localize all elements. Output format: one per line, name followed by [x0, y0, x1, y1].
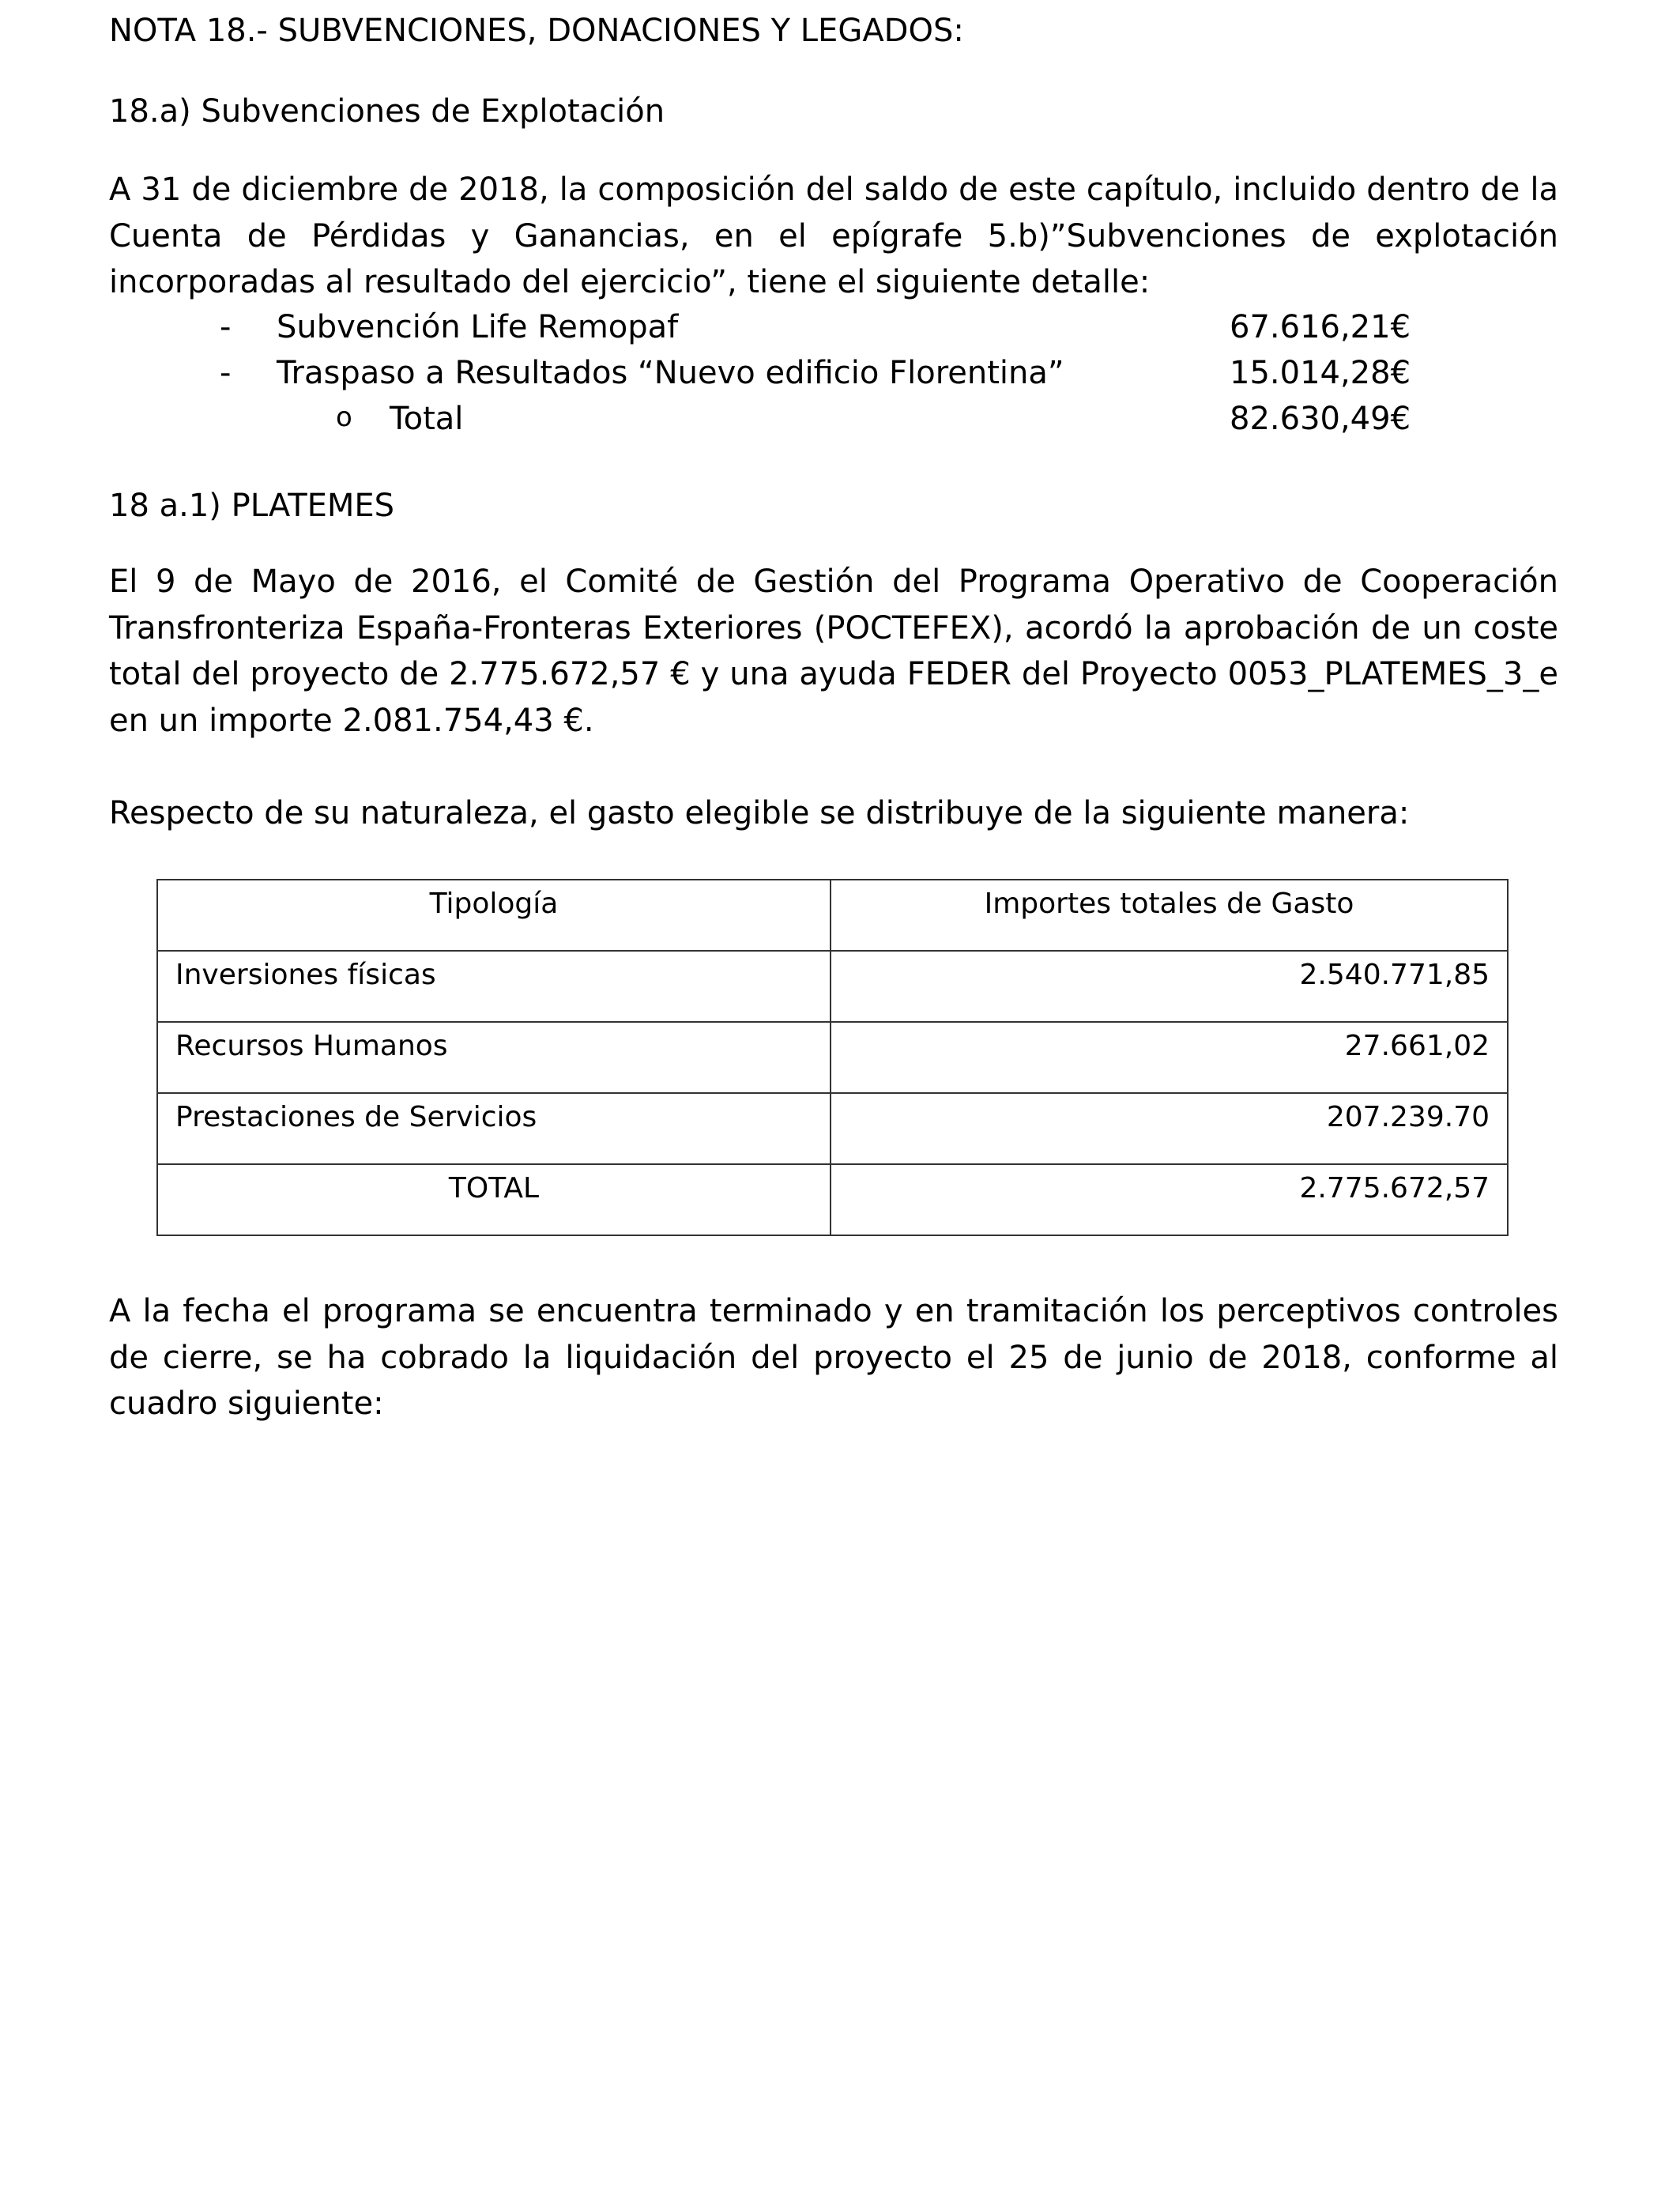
table-row — [157, 1093, 1508, 1164]
table-cell — [831, 1093, 1508, 1164]
header-tipologia: Tipología — [429, 888, 559, 920]
table-cell — [831, 1022, 1508, 1093]
note-title: NOTA 18.- SUBVENCIONES, DONACIONES Y LEGADOS: — [109, 13, 964, 49]
table-row — [157, 951, 1508, 1022]
detail-item-amount: 67.616,21€ — [1230, 309, 1411, 345]
header-importes: Importes totales de Gasto — [984, 888, 1354, 920]
table-header-cell — [831, 880, 1508, 951]
table-cell — [831, 1164, 1508, 1235]
section-a1-paragraph-1: El 9 de Mayo de 2016, el Comité de Gestión del Programa Operativo de Cooperación Transfronteriza España-Fronteras Exteriores (POCTEFEX), acordó la aprobación de un coste total del proyecto de 2.775.672,57 € y una ayuda FEDER del Proyecto 0053_PLATEMES_3_e en un importe 2.081.754,43 €. — [109, 564, 1558, 739]
table-total-row — [157, 1164, 1508, 1235]
dash-bullet: - — [220, 355, 232, 391]
expense-table — [156, 879, 1509, 1236]
table-header-cell — [157, 880, 831, 951]
section-a-heading: 18.a) Subvenciones de Explotación — [109, 93, 665, 130]
row-type: Prestaciones de Servicios — [175, 1101, 537, 1133]
detail-item-amount: 15.014,28€ — [1230, 355, 1411, 391]
table-header-row — [157, 880, 1508, 951]
detail-item-label: Traspaso a Resultados “Nuevo edificio Florentina” — [277, 355, 1064, 391]
total-label: TOTAL — [448, 1172, 540, 1204]
table-row — [157, 1022, 1508, 1093]
row-amount: 27.661,02 — [1344, 1030, 1490, 1062]
table-cell — [157, 1093, 831, 1164]
row-amount: 2.540.771,85 — [1299, 959, 1490, 991]
row-type: Inversiones físicas — [175, 959, 436, 991]
section-a1-heading: 18 a.1) PLATEMES — [109, 488, 395, 524]
row-amount: 207.239.70 — [1326, 1101, 1490, 1133]
detail-total-label: Total — [390, 401, 464, 437]
detail-total-amount: 82.630,49€ — [1230, 401, 1411, 437]
table-cell — [157, 1164, 831, 1235]
circle-bullet: o — [336, 401, 352, 433]
detail-item-label: Subvención Life Remopaf — [277, 309, 679, 345]
section-a-intro: A 31 de diciembre de 2018, la composición del saldo de este capítulo, incluido dentro de la Cuenta de Pérdidas y Ganancias, en el epígrafe 5.b)”Subvenciones de explotación incorporadas al resultado del ejercicio”, tiene el siguiente detalle: — [109, 172, 1558, 300]
table-cell — [157, 1022, 831, 1093]
section-a1-paragraph-2: Respecto de su naturaleza, el gasto elegible se distribuye de la siguiente manera: — [109, 795, 1410, 831]
row-type: Recursos Humanos — [175, 1030, 448, 1062]
section-a1-paragraph-3: A la fecha el programa se encuentra terminado y en tramitación los perceptivos controles de cierre, se ha cobrado la liquidación del proyecto el 25 de junio de 2018, conforme al cuadro siguiente: — [109, 1293, 1558, 1422]
table-cell — [831, 951, 1508, 1022]
total-amount: 2.775.672,57 — [1299, 1172, 1490, 1204]
dash-bullet: - — [220, 309, 232, 345]
table-cell — [157, 951, 831, 1022]
